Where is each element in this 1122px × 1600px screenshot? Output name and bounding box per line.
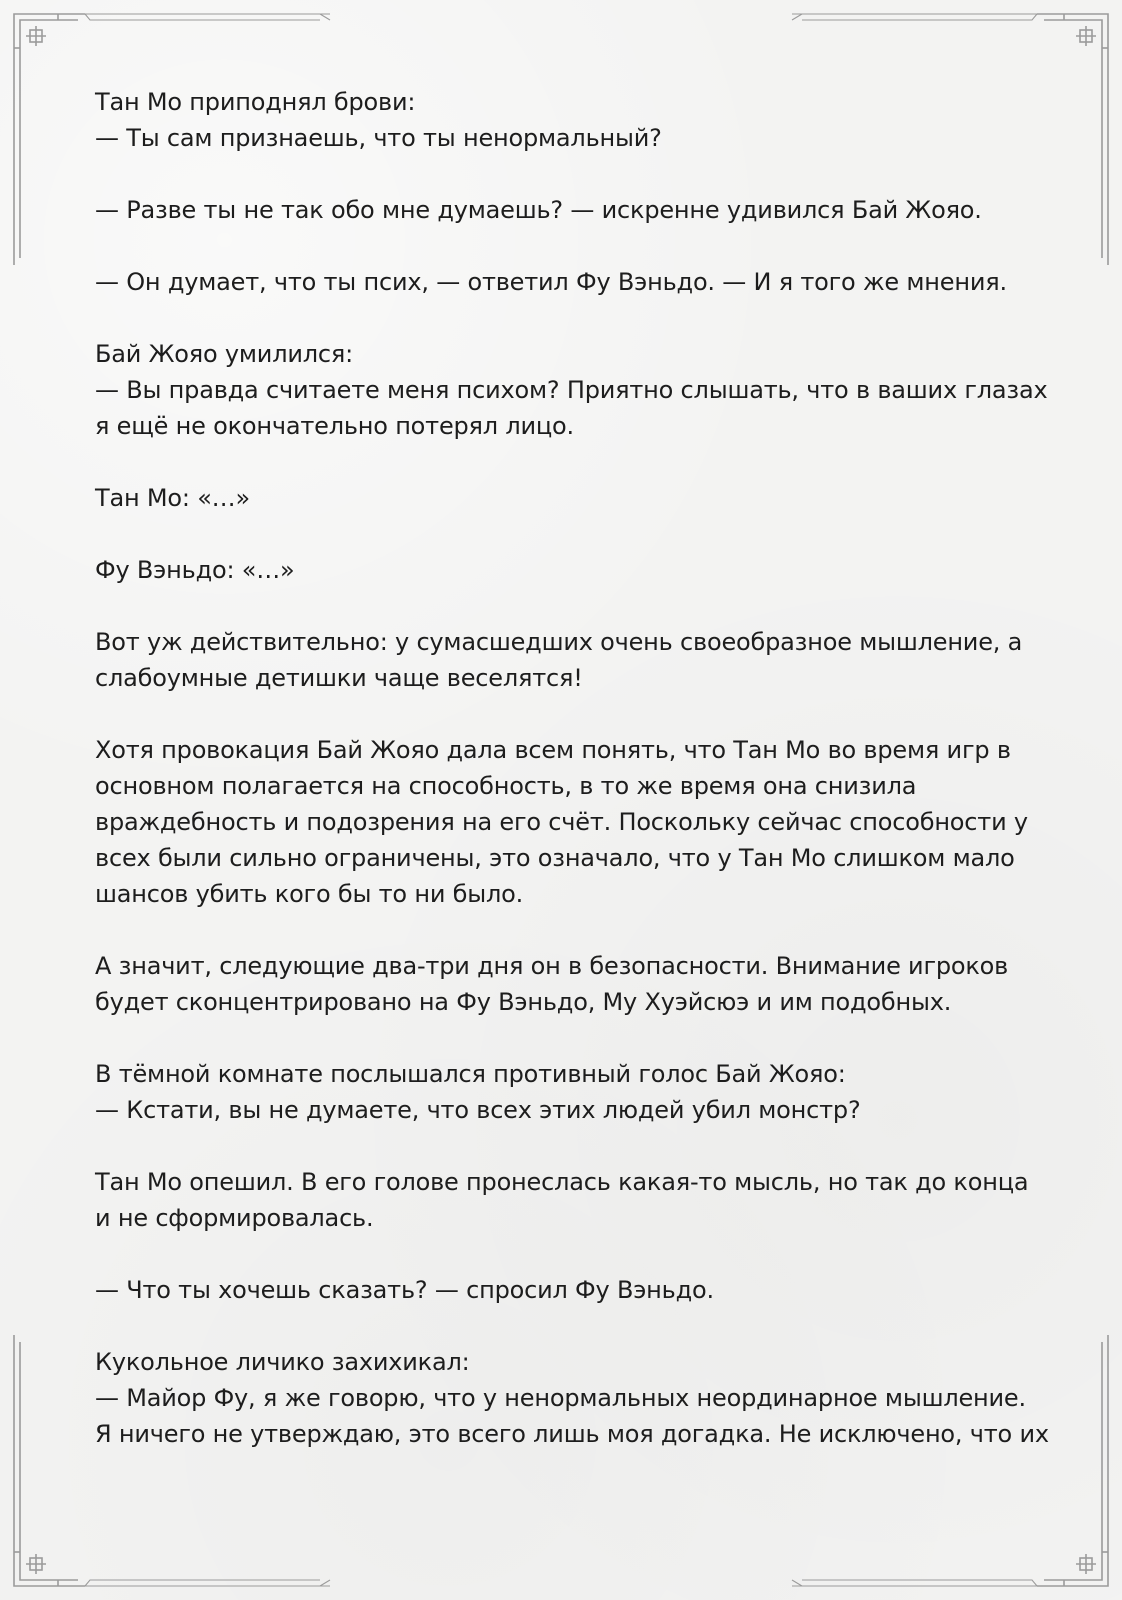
text-line: Бай Жояо умилился: — [95, 340, 353, 368]
paragraph — [95, 264, 1035, 300]
text-line: всех были сильно ограничены, это означало, что у Тан Мо слишком мало — [95, 844, 1015, 872]
text-line: враждебность и подозрения на его счёт. Поскольку сейчас способности у — [95, 808, 1028, 836]
text-line: шансов убить кого бы то ни было. — [95, 880, 524, 908]
paragraph — [95, 336, 1048, 444]
text-line: Фу Вэньдо: «…» — [95, 556, 295, 584]
paragraph — [95, 1056, 1035, 1128]
text-line: Хотя провокация Бай Жояо дала всем понять, что Тан Мо во время игр в — [95, 736, 1011, 764]
text-line: — Разве ты не так обо мне думаешь? — искренне удивился Бай Жояо. — [95, 196, 982, 224]
document-text — [95, 84, 1049, 1488]
text-line: — Майор Фу, я же говорю, что у ненормальных неординарное мышление. — [95, 1384, 1026, 1412]
text-line: будет сконцентрировано на Фу Вэньдо, Му Хуэйсюэ и им подобных. — [95, 988, 952, 1016]
text-line: слабоумные детишки чаще веселятся! — [95, 664, 583, 692]
paragraph — [95, 552, 1035, 588]
text-line: основном полагается на способность, в то же время она снизила — [95, 772, 917, 800]
paragraph — [95, 1164, 1035, 1236]
paragraph — [95, 624, 1035, 696]
paragraph — [95, 732, 1035, 912]
text-line: А значит, следующие два-три дня он в безопасности. Внимание игроков — [95, 952, 1009, 980]
text-line: Я ничего не утверждаю, это всего лишь моя догадка. Не исключено, что их — [95, 1420, 1049, 1448]
text-line: и не сформировалась. — [95, 1204, 374, 1232]
text-line: — Ты сам признаешь, что ты ненормальный? — [95, 124, 662, 152]
paragraph — [95, 948, 1035, 1020]
text-line: я ещё не окончательно потерял лицо. — [95, 412, 574, 440]
text-line: Тан Мо приподнял брови: — [95, 88, 416, 116]
text-line: Тан Мо опешил. В его голове пронеслась какая-то мысль, но так до конца — [95, 1168, 1029, 1196]
text-line: — Вы правда считаете меня психом? Приятно слышать, что в ваших глазах — [95, 376, 1048, 404]
text-line: В тёмной комнате послышался противный голос Бай Жояо: — [95, 1060, 846, 1088]
text-line: Кукольное личико захихикал: — [95, 1348, 470, 1376]
paragraph — [95, 84, 1035, 156]
text-line: Вот уж действительно: у сумасшедших очень своеобразное мышление, а — [95, 628, 1023, 656]
paragraph — [95, 192, 1035, 228]
text-line: — Он думает, что ты псих, — ответил Фу Вэньдо. — И я того же мнения. — [95, 268, 1007, 296]
text-line: — Кстати, вы не думаете, что всех этих людей убил монстр? — [95, 1096, 861, 1124]
paragraph — [95, 480, 1035, 516]
paragraph — [95, 1344, 1049, 1452]
paragraph — [95, 1272, 1035, 1308]
text-line: — Что ты хочешь сказать? — спросил Фу Вэньдо. — [95, 1276, 714, 1304]
text-line: Тан Мо: «…» — [95, 484, 250, 512]
